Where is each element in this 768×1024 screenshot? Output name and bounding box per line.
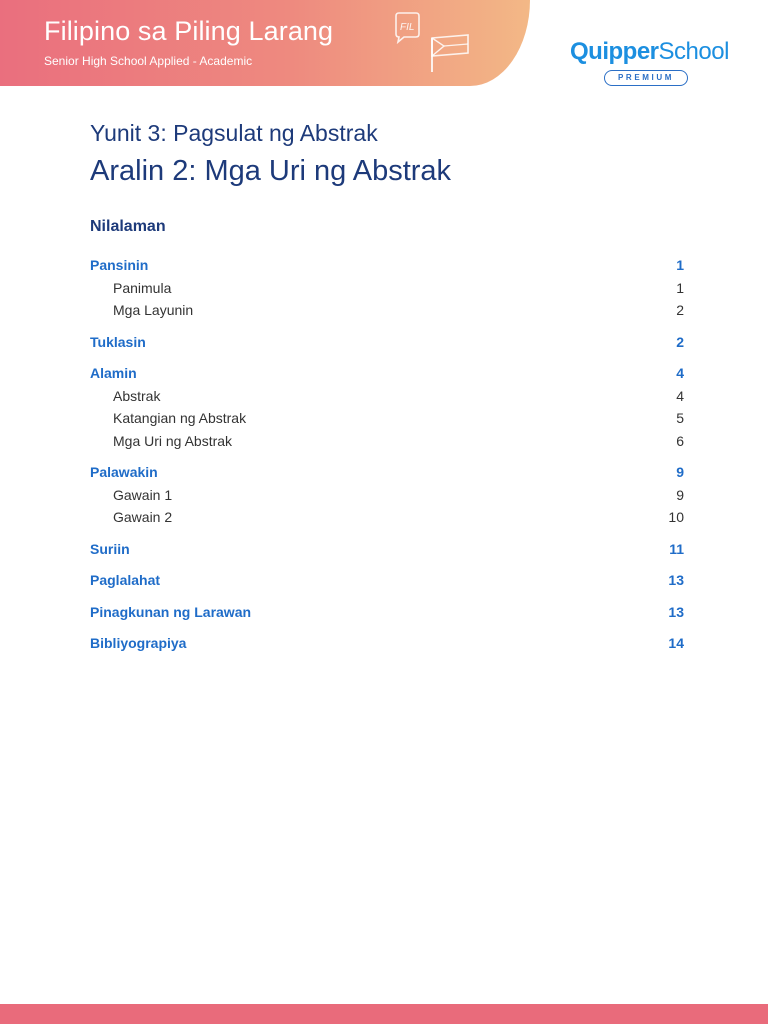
toc-heading: Nilalaman — [90, 218, 166, 235]
toc-section — [90, 254, 684, 322]
toc-subentry-page: 4 — [676, 387, 684, 404]
toc-entry-pansinin[interactable] — [90, 254, 684, 277]
brand-name-bold: Quipper — [570, 38, 659, 65]
course-title: Filipino sa Piling Larang — [44, 16, 334, 46]
toc-subentry-label: Mga Uri ng Abstrak — [113, 432, 233, 449]
course-subtitle: Senior High School Applied - Academic — [44, 54, 253, 68]
toc-entry-paglalahat[interactable] — [90, 569, 684, 592]
toc-subentry-gawain-1[interactable] — [90, 484, 684, 507]
toc-entry-palawakin[interactable] — [90, 461, 684, 484]
toc-entry-page: 13 — [668, 572, 684, 589]
quipper-school-logo — [570, 38, 730, 88]
toc-entry-pinagkunan-ng-larawan[interactable] — [90, 601, 684, 624]
toc-subentry-label: Gawain 1 — [113, 486, 173, 503]
brand-name — [570, 38, 729, 66]
toc-section — [90, 632, 684, 655]
toc-section — [90, 362, 684, 452]
page-header — [0, 0, 768, 86]
toc-section — [90, 569, 684, 592]
toc-entry-label: Suriin — [90, 540, 130, 557]
toc-subentry-page: 9 — [676, 486, 684, 503]
toc-subentry-abstrak[interactable] — [90, 385, 684, 408]
toc-section — [90, 331, 684, 354]
toc-section — [90, 461, 684, 529]
fil-label: FIL — [400, 22, 415, 33]
toc-subentry-page: 1 — [676, 279, 684, 296]
toc-subentry-page: 6 — [676, 432, 684, 449]
toc-subentry-label: Katangian ng Abstrak — [113, 410, 247, 427]
toc-subentry-page: 2 — [676, 302, 684, 319]
toc-subentry-label: Panimula — [113, 279, 172, 296]
toc-entry-page: 11 — [669, 540, 684, 557]
toc-entry-page: 4 — [676, 365, 684, 382]
toc-entry-page: 14 — [668, 635, 684, 652]
toc-entry-page: 9 — [676, 464, 684, 481]
toc-entry-label: Bibliyograpiya — [90, 635, 187, 652]
table-of-contents — [90, 254, 684, 664]
toc-subentry-panimula[interactable] — [90, 277, 684, 300]
lesson-title: Aralin 2: Mga Uri ng Abstrak — [90, 155, 452, 187]
toc-entry-label: Pinagkunan ng Larawan — [90, 603, 252, 620]
toc-entry-page: 2 — [676, 333, 684, 350]
toc-entry-alamin[interactable] — [90, 362, 684, 385]
toc-subentry-label: Mga Layunin — [113, 302, 194, 319]
toc-subentry-page: 5 — [676, 410, 684, 427]
toc-entry-label: Palawakin — [90, 464, 158, 481]
toc-entry-page: 1 — [676, 257, 684, 274]
toc-entry-tuklasin[interactable] — [90, 331, 684, 354]
toc-section — [90, 601, 684, 624]
footer-bar — [0, 1004, 768, 1024]
brand-name-regular: School — [658, 38, 729, 65]
toc-subentry-label: Gawain 2 — [113, 509, 173, 526]
toc-entry-label: Alamin — [90, 365, 137, 382]
unit-title: Yunit 3: Pagsulat ng Abstrak — [90, 120, 378, 146]
toc-subentry-gawain-2[interactable] — [90, 506, 684, 529]
toc-entry-label: Pansinin — [90, 257, 149, 274]
toc-subentry-label: Abstrak — [113, 387, 161, 404]
toc-subentry-katangian-ng-abstrak[interactable] — [90, 407, 684, 430]
premium-badge: PREMIUM — [604, 70, 688, 86]
toc-subentry-page: 10 — [668, 509, 684, 526]
toc-entry-label: Paglalahat — [90, 572, 161, 589]
toc-subentry-mga-uri-ng-abstrak[interactable] — [90, 430, 684, 453]
toc-entry-label: Tuklasin — [90, 333, 146, 350]
toc-subentry-mga-layunin[interactable] — [90, 299, 684, 322]
filipino-flag-icon — [392, 10, 472, 76]
toc-entry-bibliyograpiya[interactable] — [90, 632, 684, 655]
toc-entry-suriin[interactable] — [90, 538, 684, 561]
toc-section — [90, 538, 684, 561]
toc-entry-page: 13 — [668, 603, 684, 620]
